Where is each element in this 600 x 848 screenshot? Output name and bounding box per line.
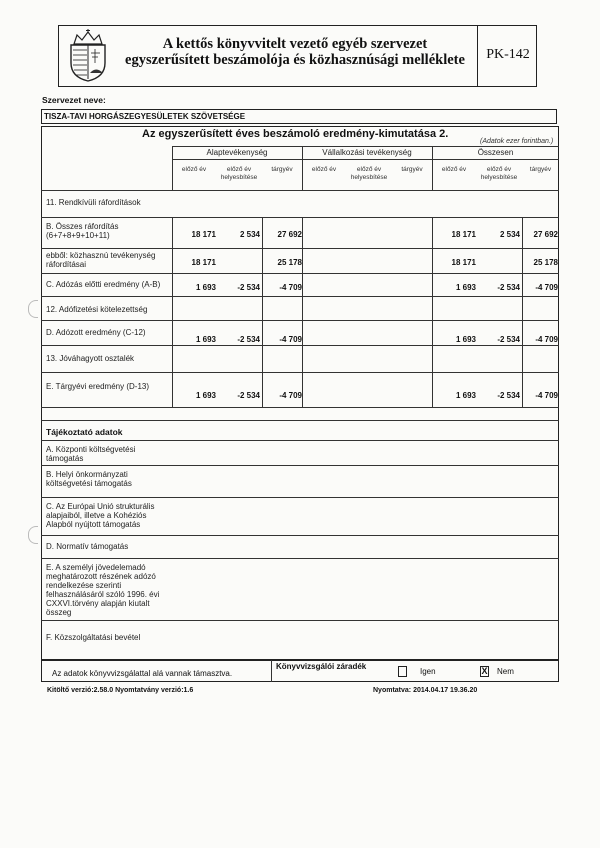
cell-b-total-correction[interactable]: 2 534 (499, 230, 520, 239)
info-line (41, 535, 559, 536)
group-header-total: Összesen (477, 148, 514, 157)
form-title-line-2: egyszerűsített beszámolója és közhasznúsági melléklete (125, 52, 465, 68)
cell-e-total-prev[interactable]: 1 693 (455, 391, 476, 400)
table-title: Az egyszerűsített éves beszámoló eredmény-kimutatása 2. (142, 128, 449, 140)
cell-c-core-current[interactable]: -4 709 (279, 283, 302, 292)
subcol-business-correction: előző év helyesbítése (350, 166, 388, 181)
row-line (41, 273, 559, 274)
cell-c-total-correction[interactable]: -2 534 (497, 283, 520, 292)
header-line-3 (41, 190, 559, 191)
footer-divider (271, 660, 272, 682)
cell-d-core-prev[interactable]: 1 693 (195, 335, 216, 344)
subcol-core-correction: előző év helyesbítése (220, 166, 258, 181)
cell-bsub-total-prev[interactable]: 18 171 (451, 258, 476, 267)
organization-label: Szervezet neve: (42, 95, 106, 105)
form-header (58, 25, 537, 87)
row-label-b: B. Összes ráfordítás (6+7+8+9+10+11) (46, 222, 119, 240)
header-separator (477, 26, 478, 86)
col-divider (302, 217, 303, 407)
row-label-13: 13. Jóváhagyott osztalék (46, 354, 135, 363)
info-line (41, 497, 559, 498)
punch-hole-mark (28, 526, 38, 544)
subcol-core-prev: előző év (181, 166, 207, 173)
header-line-1 (172, 146, 559, 147)
header-line-2 (172, 159, 559, 160)
info-item-d: D. Normatív támogatás (46, 542, 129, 551)
cell-c-total-current[interactable]: -4 709 (535, 283, 558, 292)
form-title (115, 36, 475, 68)
form-title-line-1: A kettős könyvvitelt vezető egyéb szervezet (162, 36, 428, 52)
audit-no-label: Nem (497, 667, 514, 676)
audit-clause-label: Könyvvizsgálói záradék (276, 662, 367, 671)
audit-no-checkbox[interactable]: X (481, 666, 488, 676)
col-divider (522, 217, 523, 407)
info-line (41, 465, 559, 466)
cell-e-core-prev[interactable]: 1 693 (195, 391, 216, 400)
info-section-title: Tájékoztató adatok (46, 427, 123, 437)
subcol-total-correction: előző év helyesbítése (480, 166, 518, 181)
cell-bsub-core-prev[interactable]: 18 171 (191, 258, 216, 267)
cell-d-core-correction[interactable]: -2 534 (237, 335, 260, 344)
row-label-c: C. Adózás előtti eredmény (A-B) (46, 280, 161, 289)
col-divider (262, 217, 263, 407)
info-line (41, 620, 559, 621)
punch-hole-mark (28, 300, 38, 318)
row-line (41, 248, 559, 249)
audit-yes-checkbox[interactable] (398, 666, 407, 677)
cell-b-core-current[interactable]: 27 692 (277, 230, 302, 239)
form-code: PK-142 (486, 47, 530, 62)
row-label-12: 12. Adófizetési kötelezettség (46, 305, 148, 314)
cell-bsub-core-current[interactable]: 25 178 (277, 258, 302, 267)
info-item-c: C. Az Európai Unió strukturális alapjaiból, illetve a Kohéziós Alapból nyújtott támogatás (46, 502, 155, 529)
col-divider (172, 217, 173, 407)
col-divider (432, 217, 433, 407)
cell-b-core-correction[interactable]: 2 534 (239, 230, 260, 239)
coat-of-arms-icon (65, 29, 111, 83)
subcol-core-current: tárgyév (271, 166, 293, 173)
subcol-business-prev: előző év (311, 166, 337, 173)
unit-note: (Adatok ezer forintban.) (480, 138, 554, 145)
row-label-11: 11. Rendkívüli ráfordítások (46, 198, 141, 207)
group-header-business: Vállalkozási tevékenység (322, 148, 412, 157)
print-timestamp: Nyomtatva: 2014.04.17 19.36.20 (373, 687, 478, 694)
row-line (41, 296, 559, 297)
subcol-business-current: tárgyév (401, 166, 423, 173)
info-item-a: A. Központi költségvetési támogatás (46, 445, 136, 463)
info-line (41, 558, 559, 559)
cell-e-core-current[interactable]: -4 709 (279, 391, 302, 400)
cell-d-total-prev[interactable]: 1 693 (455, 335, 476, 344)
cell-c-total-prev[interactable]: 1 693 (455, 283, 476, 292)
cell-b-total-prev[interactable]: 18 171 (451, 230, 476, 239)
cell-c-core-correction[interactable]: -2 534 (237, 283, 260, 292)
info-item-e: E. A személyi jövedelemadó meghatározott részének adózó rendelkezése szerinti felhasználásáról szóló 1996. évi CXXVI.törvény alapján kiutalt összeg (46, 563, 160, 617)
cell-b-total-current[interactable]: 27 692 (533, 230, 558, 239)
row-line (41, 407, 559, 408)
cell-d-core-current[interactable]: -4 709 (279, 335, 302, 344)
row-label-d: D. Adózott eredmény (C-12) (46, 328, 146, 337)
row-line (41, 345, 559, 346)
info-item-b: B. Helyi önkormányzati költségvetési támogatás (46, 470, 132, 488)
cell-b-core-prev[interactable]: 18 171 (191, 230, 216, 239)
row-line (41, 217, 559, 218)
cell-e-total-correction[interactable]: -2 534 (497, 391, 520, 400)
subcol-total-current: tárgyév (529, 166, 552, 173)
cell-bsub-total-current[interactable]: 25 178 (533, 258, 558, 267)
group-header-core: Alaptevékenység (206, 148, 268, 157)
row-line (41, 320, 559, 321)
row-line (41, 372, 559, 373)
cell-e-total-current[interactable]: -4 709 (535, 391, 558, 400)
audit-yes-label: Igen (420, 667, 436, 676)
version-info: Kitöltő verzió:2.58.0 Nyomtatvány verzió:1.6 (47, 687, 194, 694)
cell-d-total-correction[interactable]: -2 534 (497, 335, 520, 344)
audit-text: Az adatok könyvvizsgálattal alá vannak támasztva. (52, 669, 233, 678)
row-label-e: E. Tárgyévi eredmény (D-13) (46, 382, 149, 391)
cell-e-core-correction[interactable]: -2 534 (237, 391, 260, 400)
subcol-total-prev: előző év (441, 166, 467, 173)
info-line (41, 440, 559, 441)
info-item-f: F. Közszolgáltatási bevétel (46, 633, 141, 642)
row-line (41, 420, 559, 421)
cell-c-core-prev[interactable]: 1 693 (195, 283, 216, 292)
row-label-b-sub: ebből: közhasznú tevékenység ráfordításai (46, 251, 156, 269)
cell-d-total-current[interactable]: -4 709 (535, 335, 558, 344)
organization-name-field[interactable]: TISZA-TAVI HORGÁSZEGYESÜLETEK SZÖVETSÉGE (41, 109, 557, 124)
